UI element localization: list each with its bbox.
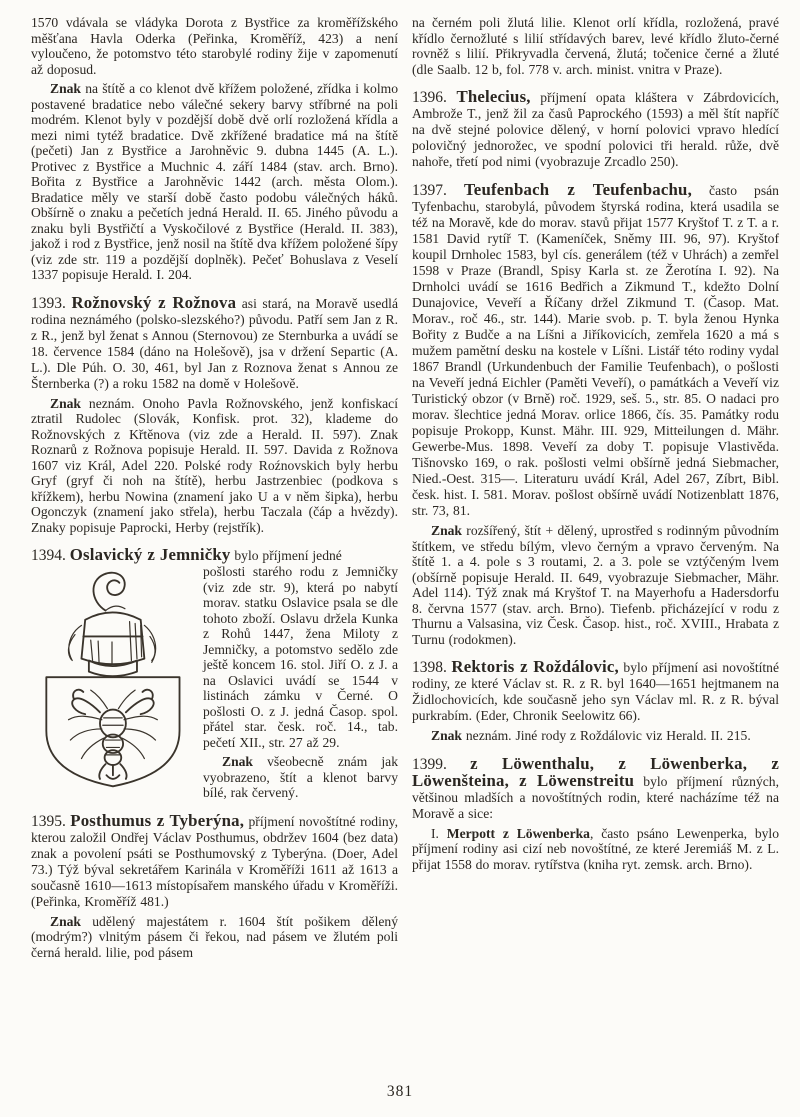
- znak-lead: Znak: [50, 913, 81, 929]
- paragraph-text: příjmení opata kláštera v Zábrdovicích, Ambrože T., jenž žil za časů Paprockého (1593) a měl štít napříč na dvě stejné polovice dělený, v horní polovici vpravo hledící polovičný jednorožec, ve spodní polovici tři herald. růže, dvě nahoře, třetí pod nimi (vyobrazuje Zrcadlo 250).: [412, 90, 779, 169]
- section-number: 1395.: [31, 812, 66, 830]
- section-1394-heading: [31, 547, 398, 564]
- paragraph-znak-1397: [412, 523, 779, 647]
- paragraph-text: příjmení novoštítné rodiny, kterou založil Ondřej Václav Posthumus, obdržev 1604 (bez data) znak a povolení psáti se Posthumovský z Tyberýna. (Doer, Adel 73.) Týž býval sekretářem Karinála v Kroměříži 1611 až 1613 a současně 1610—1613 místopísařem manského úřadu v Kroměříži. (Peřinka, Kroměříž 481.): [31, 813, 398, 909]
- left-column: [31, 15, 398, 960]
- section-1393: [31, 292, 398, 392]
- paragraph-text: I.: [431, 825, 447, 841]
- paragraph-text: často psán Tyfenbachu, starobylá, původem štyrská rodina, která usadila se též na Moravě, kde do morav. stavů přijat 1577 Kryštof T. z T. a r. 1581 David rytíř T. (Kameníček, Sněmy III. 96, 97). Kryštof koupil Drnholec 1583, byl cís. generálem (též v Uhrách) a zemřel 1598 v Praze (Brandl, Spisy Karla st. ze Žerotína I. 92). Na Drnholci uvádí se 1616 Bedřich a Zikmund T., kdežto Dolní Dunajovice, Veveří a Říčany držel Zikmund T. (Časop. Mat. Morav., roč 46., str. 144). Marie svob. p. T. byla ženou Hynka Bořity z Budče a na Líšni a Jiříkovicích, zemřela 1620 a má s mužem pamětní desku na kostele v Líšni. Listář této rodiny vydal 1867 Brandl (Urkundenbuch der Familie Teufenbach), o pošlosti na Veveří jedná Eichler (Paměti Veveří), o památkách a Veveří viz Turistický obzor (v Brně) roč. 1929, seš. 5., str. 85. O nadaci pro morav. šlechtice jedná Morav. orlice 1866, čís. 35. Památky rodu popisuje Prokopp, Kunst. Mähr. III. 929, Mitteilungen d. Mähr. Gewerbe-Mus. 1898. Veveří za doby T. popisuje Vlastivěda. Tišnovsko 169, o rak. pošlosti velmi obšírně jedná Siebmacher, Nied.-Oest. 315—. Literaturu uvádí Král, Adel 267, Zíbrt, Bibl. česk. hist. I. 581. Morav. pošlost obšírně uvádí Notizenblatt 1876, str. 73, 81.: [412, 183, 779, 518]
- paragraph-text: , často psáno Lewenperka, bylo příjmení rodiny asi cizí neb novoštítné, ze které Jeremiáš M. z L. přijat 1558 do morav. rytířstva (kniha ryt. zemsk. arch. Brno).: [412, 825, 780, 872]
- section-title: Oslavický z Jemničky: [69, 545, 231, 564]
- paragraph-text: rozšířený, štít + dělený, uprostřed s rodinným původním štítkem, ve středu bílým, vlevo černým a vpravo červeným. Na štítě 1. a 4. pole s 3 routami, 2. a 3. pole se vztýčeným lvem (obšírně popisuje Herald. II. 649, vyobrazuje Siebmacher, Mähr. Adel 114). Týž znak má Kryštof T. na Mayerhofu a Hadersdorfu 8. června 1577 (stav. arch. Brno). Tiefenb. přicházející v rodu z Thurnu a Valsasina, viz Česk. Časop. hist., roč. XVIII., Hrabata z Turnu (rodokmen).: [412, 523, 779, 647]
- paragraph-znak-1393: [31, 396, 398, 536]
- section-number: 1394.: [31, 547, 66, 564]
- section-number: 1393.: [31, 294, 66, 312]
- section-title: Teufenbach z Teufenbachu,: [463, 180, 692, 199]
- subentry-name: Merpott z Löwenberka: [446, 825, 590, 841]
- section-number: 1397.: [412, 182, 447, 199]
- text-columns: [31, 15, 779, 960]
- section-number: 1396.: [412, 89, 447, 106]
- section-1395: [31, 810, 398, 910]
- znak-lead: Znak: [431, 728, 462, 743]
- paragraph-text: bylo příjmení různých, většinou mladších a novoštítných rodin, které nacházíme též na Moravě a sice:: [412, 773, 779, 821]
- section-title: Rektoris z Roždálovic,: [451, 657, 619, 676]
- crayfish-coat-of-arms-illustration: [31, 568, 193, 790]
- section-1398: [412, 659, 779, 724]
- section-title: Thelecius,: [456, 87, 531, 106]
- page-number: 381: [386, 1083, 414, 1100]
- section-1396: [412, 89, 779, 170]
- paragraph-znak-1395: [31, 914, 398, 961]
- section-number: 1398.: [412, 659, 447, 676]
- section-number: 1399.: [412, 755, 447, 773]
- znak-lead: Znak: [222, 754, 253, 769]
- section-1394-body: [31, 564, 398, 801]
- paragraph-text: všeobecně znám jak vyobrazeno, štít a klenot barvy bílé, rak červený.: [203, 754, 398, 800]
- section-1399: [412, 753, 779, 822]
- paragraph-text: bylo příjmení jedné: [230, 548, 342, 563]
- section-title: z Löwenthalu, z Löwenberka, z Löwenšteina, z Löwenstreitu: [412, 753, 779, 790]
- paragraph-text: na černém poli žlutá lilie. Klenot orlí křídla, rozložená, pravé křídlo černožluté s lilií střídavých barev, levé křídlo žluto-černé rovněž s lilií. Přikryvadla červená, žlutá; točenice černé a žluté (dle Saalb. 12 b, fol. 778 v. arch. minist. vnitra v Praze).: [412, 15, 779, 77]
- paragraph-continuation-bystrice: [31, 15, 398, 77]
- section-title: Rožnovský z Rožnova: [71, 292, 237, 312]
- paragraph-text: neznám. Onoho Pavla Rožnovského, jenž konfiskací ztratil Rudolec (Slovák, Konfisk. prot. 32), klademe do Rožnovských z Křtěnova (viz zde a Herald. II. 597). Znak Roznarů z Rožnova popisuje Herald. II. 597. Davida z Rožnova 1607 viz Král, Adel 220. Polské rody Roźnovskich byly herbu Gryf (gryf či noh na štítě), herbu Jastrzenbiec (podkova s křížkem), herbu Nowina (znamení jako U a v něm šipka), herbu Ogonczyk (znamení jako střela), herbu Taczala (čáp a hvězdy). Znaky popisuje Paprocki, Herby (rejstřík).: [31, 395, 398, 535]
- paragraph-text: na štítě a co klenot dvě křížem položené, zřídka i kolmo postavené bradatice nebo válečné sekery barvy stříbrné na poli modrém. Klenot byly v pozdější době dvě orlí rozložená křídla a mezi nimi tytéž bradatice. Dvě zkřížené bradatice má na štítě (pečeti) Jan z Bystřice a Jarohněvic 9. dubna 1445 (A. L.). Protivec z Bystřice a Muchnic 4. září 1484 (stav. arch. Brno). Bořita z Bystřice a Jarohněvic 1442 (arch. města Olom.). Bradatice měly ve starší době často podobu válečných háků. Obšírně o znaku a pečetích jedná Herald. II. 65. Jiného původu a znaku byli Bystřičtí a Vyskočilové z Bystřice (Herald. II. 383), jakož i rod z Bystřice, jenž nosil na štítě dva křížem položené šípy (viz zde str. 119 a pozdější doplněk). Pečeť Bohuslava z Veselí 1337 popisuje Herald. I. 204.: [31, 81, 398, 282]
- znak-lead: Znak: [50, 395, 81, 411]
- paragraph-znak-bystrice: [31, 81, 398, 283]
- section-title: Posthumus z Tyberýna,: [70, 810, 245, 830]
- znak-lead: Znak: [50, 81, 81, 96]
- paragraph-text: neznám. Jiné rody z Roždálovic viz Herald. II. 215.: [461, 728, 751, 743]
- paragraph-text: pošlosti starého rodu z Jemničky (viz zde str. 9), která po nabytí morav. statku Oslavice psala se dle tohoto zboží. Oslavu držela Kunka z Rohů 1447, žena Miloty z Jemničky, a potomstvo sedělo zde ještě koncem 16. stol. Jiří O. z J. a na Oslavici uvádí se 1544 v listinách zámku v Černé. O pošlosti O. z J. jedná Časop. spol. přátel star. česk. roč. 14., tab. pečetí XII., str. 27 až 29.: [203, 564, 398, 750]
- paragraph-merpott: [412, 826, 779, 873]
- section-1397: [412, 182, 779, 519]
- paragraph-text: 1570 vdávala se vládyka Dorota z Bystřice za kroměřížského měšťana Havla Oderka (Peřinka, Kroměříž, 423) a není vyloučeno, že potomstvo této starobylé rodiny žije v zapomenutí až doposud.: [31, 15, 398, 77]
- paragraph-text: udělený majestátem r. 1604 štít pošikem dělený (modrým?) vlnitým pásem či řekou, nad pásem ve žlutém poli černá herald. lilie, pod pásem: [31, 913, 398, 960]
- paragraph-text: bylo příjmení asi novoštítné rodiny, ze které Václav st. R. z R. byl 1640—1651 hejtmanem na Židlochovicích, kde současně jeho syn Václav ml. R. z R. býval purkrabím. (Eder, Chronik Seelowitz 66).: [412, 660, 779, 723]
- paragraph-continuation-1395: [412, 15, 779, 77]
- right-column: [412, 15, 779, 960]
- paragraph-znak-1398: [412, 728, 779, 744]
- paragraph-text: asi stará, na Moravě usedlá rodina neznámého (polsko-slezského?) původu. Patří sem Jan z R. z R., jenž byl ženat s Annou (Sternovou) ze Sternburka a uvádí se 18. července 1584 (dáno na Holešově), jsa v držení Separtic (A. L.). Dle Púh. O. 30, 461, byl Jan z Roznova ženat s Annou ze Šternberka (?) a roku 1582 na domě v Holešově.: [31, 295, 398, 391]
- znak-lead: Znak: [431, 523, 462, 538]
